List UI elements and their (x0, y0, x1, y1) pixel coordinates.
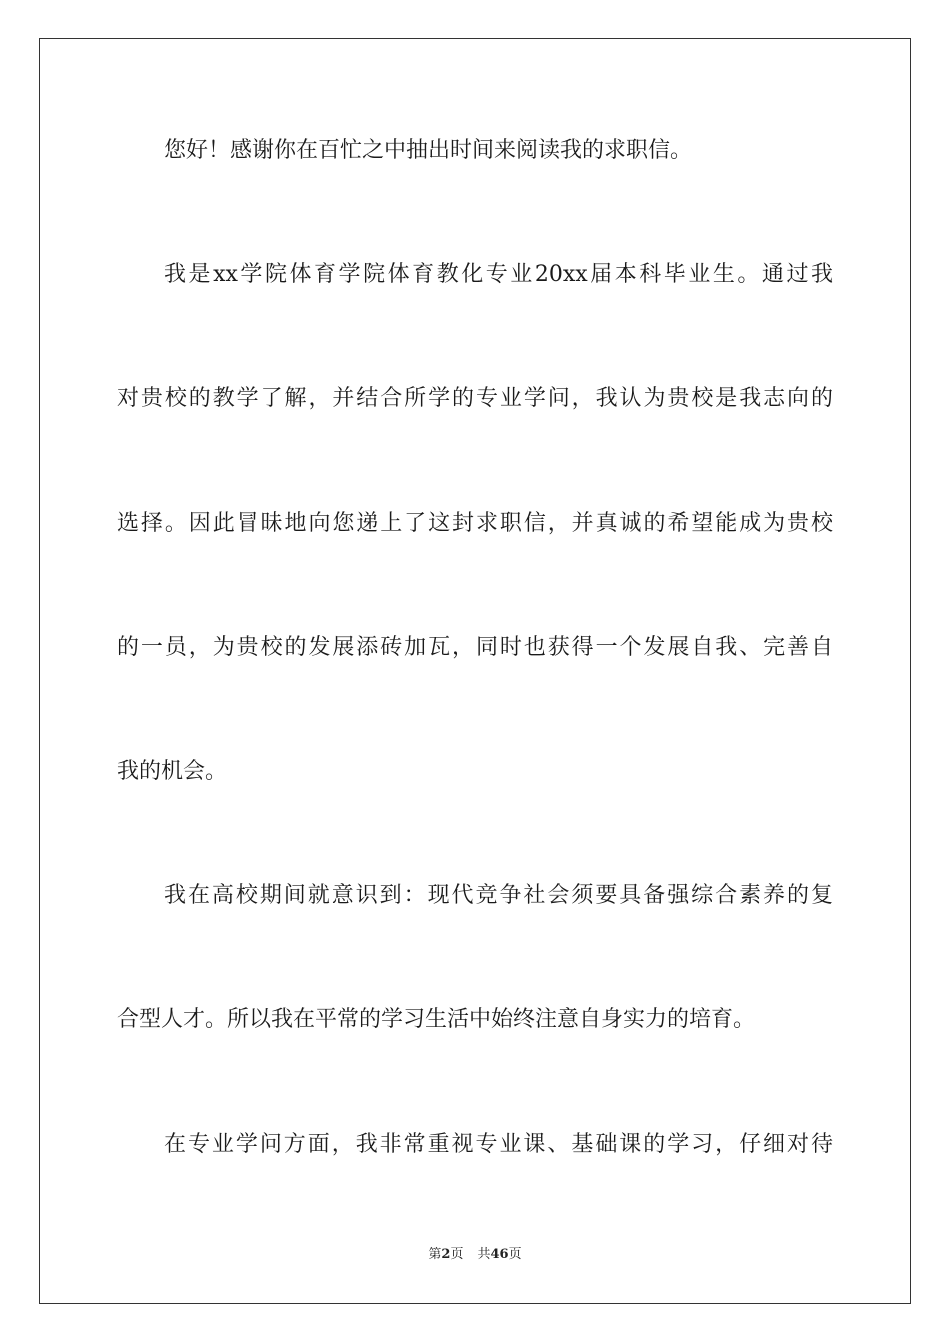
paragraph-line-6: 我的机会。 (117, 759, 228, 784)
total-pages: 46 (490, 1247, 509, 1262)
total-suffix: 页 (508, 1247, 522, 1262)
page-suffix: 页 (450, 1247, 464, 1262)
paragraph-line-9: 在专业学问方面，我非常重视专业课、基础课的学习，仔细对待 (164, 1132, 833, 1157)
page-number: 2 (441, 1247, 451, 1262)
page-prefix: 第 (428, 1247, 442, 1262)
paragraph-line-7: 我在高校期间就意识到：现代竞争社会须要具备强综合素养的复 (164, 883, 833, 908)
paragraph-line-2: 我是xx学院体育学院体育教化专业20xx届本科毕业生。通过我 (164, 262, 833, 287)
total-prefix: 共 (477, 1247, 491, 1262)
page-footer (0, 1247, 950, 1263)
paragraph-line-5: 的一员，为贵校的发展添砖加瓦，同时也获得一个发展自我、完善自 (117, 635, 833, 660)
paragraph-line-4: 选择。因此冒昧地向您递上了这封求职信，并真诚的希望能成为贵校 (117, 511, 833, 536)
paragraph-line-3: 对贵校的教学了解，并结合所学的专业学问，我认为贵校是我志向的 (117, 386, 833, 411)
page-border (39, 38, 911, 1304)
paragraph-line-8: 合型人才。所以我在平常的学习生活中始终注意自身实力的培育。 (117, 1007, 756, 1032)
paragraph-line-1: 您好！感谢你在百忙之中抽出时间来阅读我的求职信。 (164, 138, 693, 163)
